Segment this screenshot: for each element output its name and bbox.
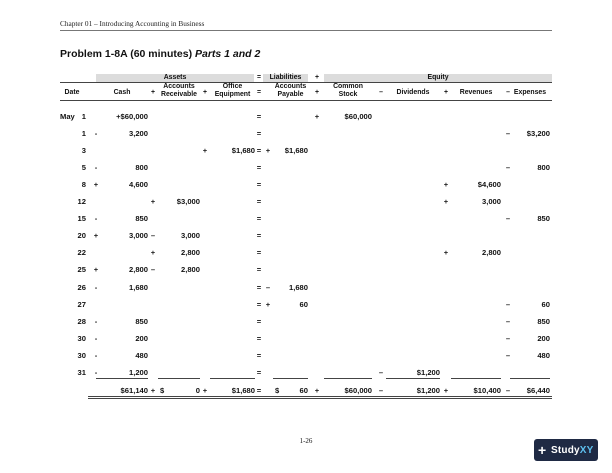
row-op-ar: + (150, 197, 156, 207)
accounting-equation-table (60, 74, 552, 414)
totals-double-rule-2 (88, 398, 552, 399)
total-ap-sign: $ (275, 385, 280, 395)
total-ar-sign: $ (160, 385, 165, 395)
date-day: 12 (77, 197, 86, 207)
accounts-receivable-header: Accounts Receivable (160, 83, 197, 98)
row-cs: $60,000 (344, 112, 372, 121)
row-eq: = (256, 231, 262, 241)
row-cash: 4,600 (128, 180, 148, 190)
row-op-cs: + (314, 112, 320, 121)
date-day: 20 (77, 231, 86, 241)
accounts-payable-header: Accounts Payable (274, 83, 307, 98)
row-op-ap: – (265, 282, 271, 292)
row-eq: = (256, 112, 262, 121)
row-op-cash: + (93, 265, 99, 275)
cash-underline (96, 378, 148, 379)
logo-prefix: Study (551, 444, 580, 456)
row-op-cash: - (94, 367, 98, 377)
date-header: Date (64, 89, 80, 96)
row-cash: 3,000 (128, 231, 148, 241)
row-op-ar: – (150, 231, 156, 241)
row-op-ar: – (150, 265, 156, 275)
plus-header: + (202, 89, 208, 96)
minus-header: – (506, 89, 510, 96)
row-op-exp: – (505, 333, 511, 343)
header-rule (60, 30, 552, 31)
row-cash: 1,680 (128, 282, 148, 292)
total-eq: = (256, 385, 262, 395)
row-cash: 800 (135, 163, 148, 173)
minus-header: – (379, 89, 383, 96)
row-eq: = (256, 129, 262, 139)
date-day: 27 (77, 299, 86, 309)
equals-header: = (256, 89, 262, 96)
ar-underline (158, 378, 200, 379)
total-cash: $61,140 (120, 385, 148, 395)
common-stock-header: Common Stock (333, 83, 363, 98)
assets-header: Assets (163, 74, 187, 81)
date-day: 1 (81, 129, 86, 139)
plus-icon: + (538, 442, 547, 458)
row-ap: 60 (299, 299, 308, 309)
row-cash: 1,200 (128, 367, 148, 377)
exp-underline (510, 378, 550, 379)
row-op-cash: - (94, 214, 98, 224)
row-cash: 2,800 (128, 265, 148, 275)
date-day: 15 (77, 214, 86, 224)
problem-title-text: Problem 1-8A (60 minutes) (60, 48, 193, 60)
date-day: 30 (77, 333, 86, 343)
date-day: 28 (77, 316, 86, 326)
row-eq: = (256, 316, 262, 326)
plus-header: + (150, 89, 156, 96)
row-op-div: – (378, 367, 384, 377)
row-op-rev: + (443, 197, 449, 207)
row-exp: 200 (537, 333, 550, 343)
logo-suffix: XY (579, 444, 594, 456)
row-exp: 850 (537, 316, 550, 326)
row-op-exp: – (505, 350, 511, 360)
row-eq: = (256, 180, 262, 190)
div-underline (386, 378, 440, 379)
row-ar: 2,800 (180, 265, 200, 275)
row-exp: 480 (537, 350, 550, 360)
problem-title (60, 48, 260, 60)
row-op-exp: – (505, 163, 511, 173)
plus-header: + (314, 89, 320, 96)
row-div: $1,200 (416, 367, 440, 377)
row-eq: = (256, 265, 262, 275)
group-equals: = (256, 74, 262, 81)
total-op-exp: – (505, 385, 511, 395)
row-op-exp: – (505, 299, 511, 309)
logo-text (551, 445, 594, 456)
total-oe: $1,680 (231, 385, 255, 395)
problem-parts: Parts 1 and 2 (194, 48, 261, 60)
row-eq: = (256, 282, 262, 292)
row-cash: 3,200 (128, 129, 148, 139)
row-cash: 850 (135, 214, 148, 224)
row-op-ap: + (265, 146, 271, 156)
row-eq: = (256, 350, 262, 360)
page-number: 1-26 (299, 437, 313, 445)
row-ap: 1,680 (288, 282, 308, 292)
row-cash: +$60,000 (116, 112, 148, 121)
row-op-exp: – (505, 214, 511, 224)
row-op-oe: + (202, 146, 208, 156)
row-ar: 2,800 (180, 248, 200, 258)
total-cs: $60,000 (344, 385, 372, 395)
date-day: 25 (77, 265, 86, 275)
row-op-cash: - (94, 333, 98, 343)
row-op-exp: – (505, 316, 511, 326)
row-rev: 3,000 (481, 197, 501, 207)
date-day: 3 (81, 146, 86, 156)
row-cash: 480 (135, 350, 148, 360)
row-eq: = (256, 299, 262, 309)
date-day: 5 (81, 163, 86, 173)
revenues-header: Revenues (459, 89, 493, 96)
row-exp: 60 (541, 299, 550, 309)
date-day: 31 (77, 367, 86, 377)
total-div: $1,200 (416, 385, 440, 395)
row-eq: = (256, 197, 262, 207)
row-cash: 850 (135, 316, 148, 326)
chapter-header: Chapter 01 – Introducing Accounting in Business (60, 19, 205, 28)
totals-double-rule-1 (88, 396, 552, 397)
total-op-div: – (378, 385, 384, 395)
row-ar: $3,000 (176, 197, 200, 207)
row-rev: 2,800 (481, 248, 501, 258)
row-eq: = (256, 333, 262, 343)
liabilities-header: Liabilities (269, 74, 302, 81)
cash-header: Cash (113, 89, 131, 96)
row-oe: $1,680 (231, 146, 255, 156)
row-exp: $3,200 (526, 129, 550, 139)
oe-underline (210, 378, 255, 379)
row-ap: $1,680 (284, 146, 308, 156)
row-ar: 3,000 (180, 231, 200, 241)
row-eq: = (256, 248, 262, 258)
total-ap: 60 (299, 385, 308, 395)
office-equipment-header: Office Equipment (214, 83, 251, 98)
total-op-oe: + (202, 385, 208, 395)
row-eq: = (256, 163, 262, 173)
date-day: 22 (77, 248, 86, 258)
date-day: 30 (77, 350, 86, 360)
row-op-rev: + (443, 180, 449, 190)
row-rev: $4,600 (477, 180, 501, 190)
total-op-rev: + (443, 385, 449, 395)
row-op-cash: - (94, 129, 98, 139)
row-cash: 200 (135, 333, 148, 343)
row-op-cash: - (94, 316, 98, 326)
total-op-ar: + (150, 385, 156, 395)
plus-header: + (443, 89, 449, 96)
dividends-header: Dividends (396, 89, 430, 96)
ap-underline (273, 378, 308, 379)
row-op-cash: + (93, 180, 99, 190)
row-op-ar: + (150, 248, 156, 258)
cs-underline (324, 378, 372, 379)
group-plus: + (314, 74, 320, 81)
studyxy-logo (534, 439, 598, 461)
total-op-cs: + (314, 385, 320, 395)
equity-header: Equity (427, 74, 449, 81)
row-op-cash: - (94, 163, 98, 173)
row-op-rev: + (443, 248, 449, 258)
row-op-cash: + (93, 231, 99, 241)
date-day: 26 (77, 282, 86, 292)
date-day: 1 (81, 112, 86, 121)
column-header-rule (60, 100, 552, 101)
row-eq: = (256, 367, 262, 377)
date-day: 8 (81, 180, 86, 190)
row-exp: 800 (537, 163, 550, 173)
total-rev: $10,400 (473, 385, 501, 395)
row-exp: 850 (537, 214, 550, 224)
row-op-exp: – (505, 129, 511, 139)
row-op-ap: + (265, 299, 271, 309)
total-ar: 0 (195, 385, 200, 395)
total-exp: $6,440 (526, 385, 550, 395)
expenses-header: Expenses (513, 89, 547, 96)
row-op-cash: - (94, 350, 98, 360)
date-month: May (60, 112, 75, 121)
rev-underline (451, 378, 501, 379)
row-op-cash: - (94, 282, 98, 292)
row-eq: = (256, 214, 262, 224)
row-eq: = (256, 146, 262, 156)
